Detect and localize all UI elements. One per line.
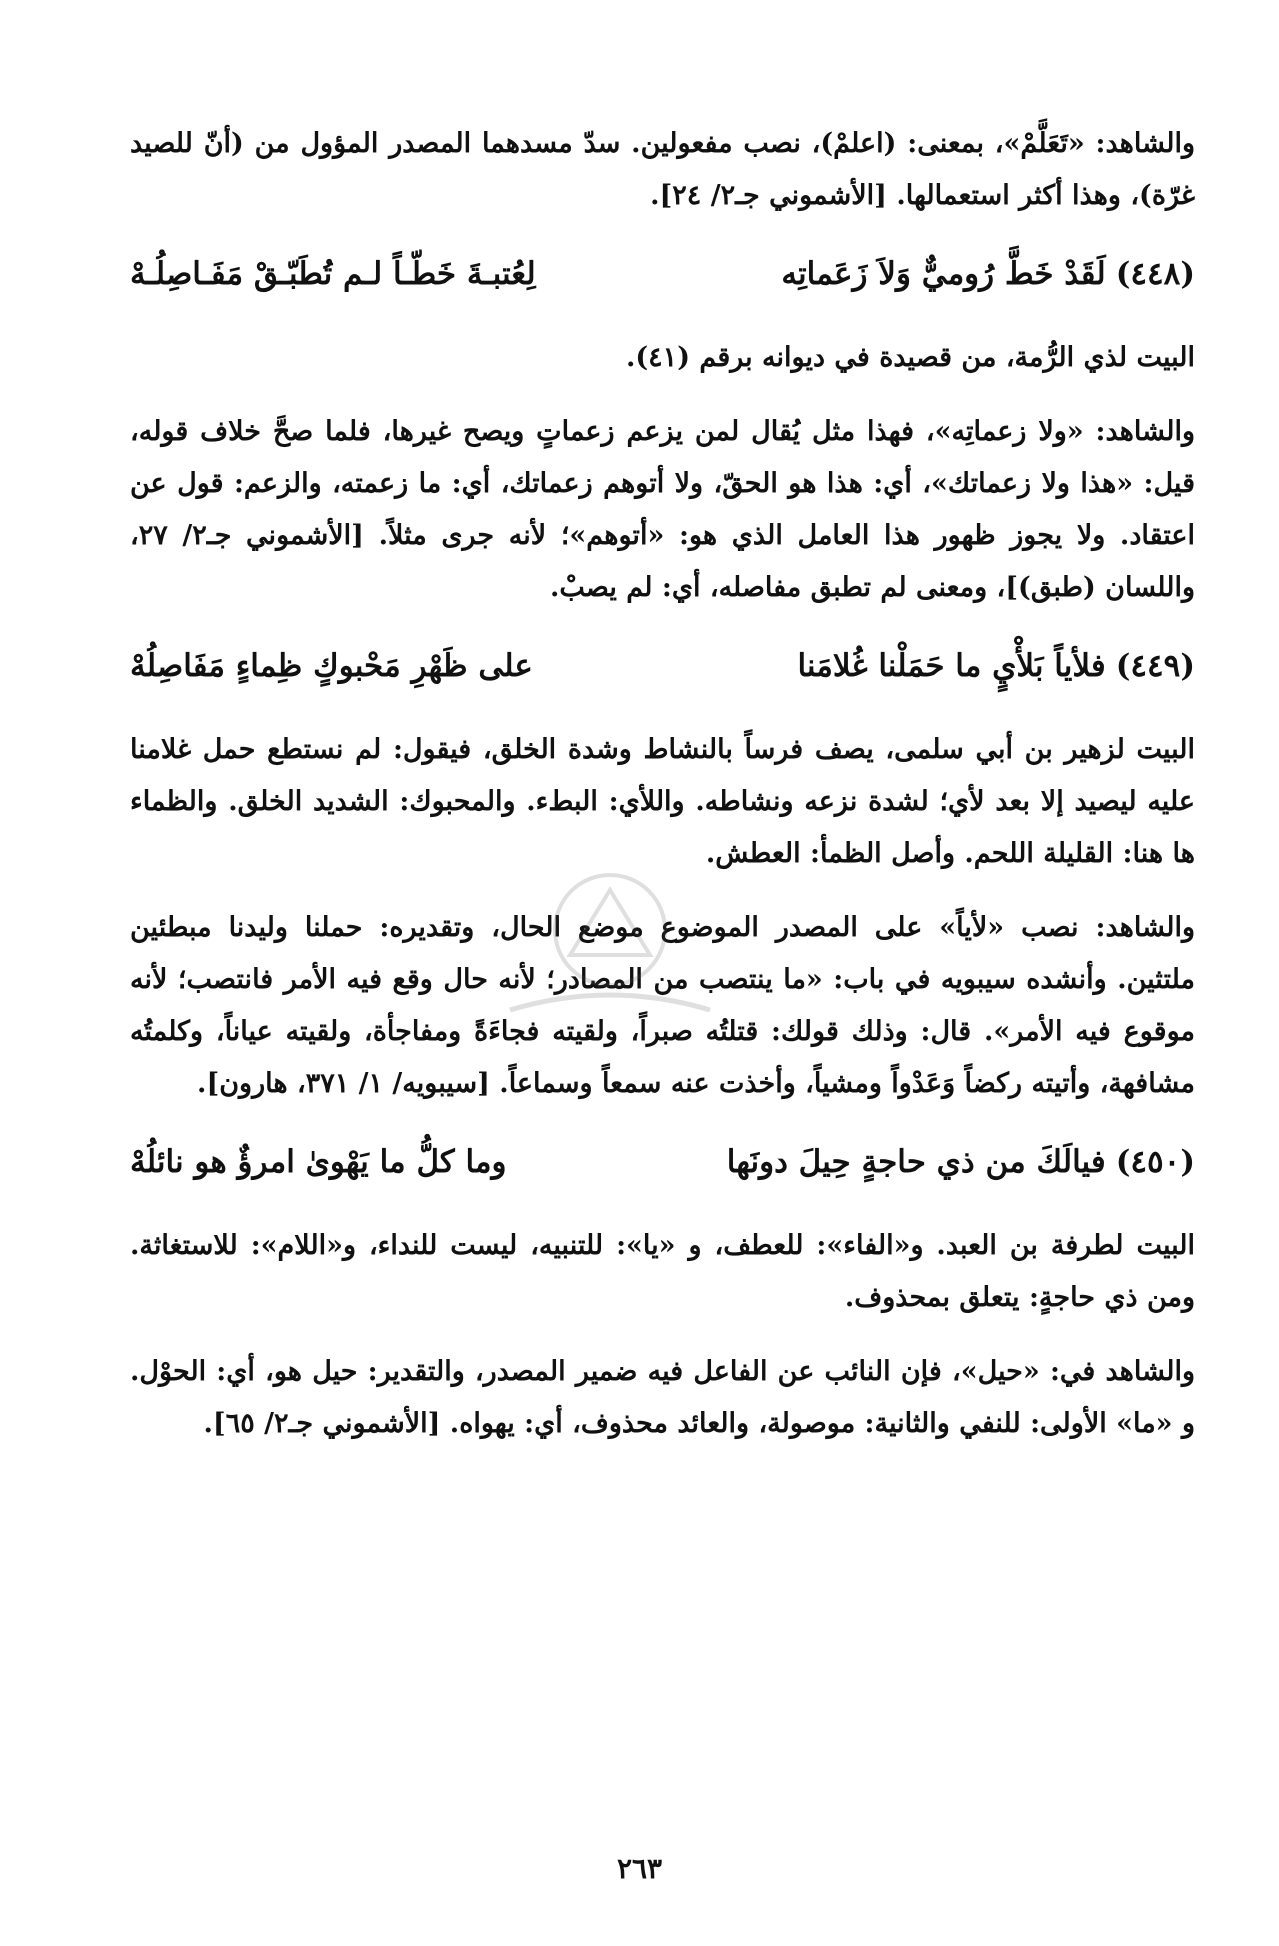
paragraph-attribution-450: البيت لطرفة بن العبد. و«الفاء»: للعطف، و «يا»: للتنبيه، ليست للنداء، و«اللام»: للاستغاثة. ومن ذي حاجةٍ: يتعلق بمحذوف. bbox=[130, 1230, 1195, 1313]
verse-second-hemistich: لِعُتبـةَ خَطّـاً لـم تُطَبّـقْ مَفَـاصِلُـهْ bbox=[129, 256, 536, 292]
paragraph-witness-1: والشاهد: «تَعَلَّمْ»، بمعنى: (اعلمْ)، نصب مفعولين. سدّ مسدهما المصدر المؤول من (أنّ للصيد غرّة)، وهذا أكثر استعمالها. [الأشموني جـ٢/ ٢٤]. bbox=[130, 128, 1195, 211]
paragraph-witness-448: والشاهد: «ولا زعماتِه»، فهذا مثل يُقال لمن يزعم زعماتٍ ويصح غيرها، فلما صحَّ خلاف قوله، قيل: «هذا ولا زعماتك»، أي: هذا هو الحقّ، ولا أتوهم زعماتك، أي: ما زعمته، والزعم: قول عن اعتقاد. ولا يجوز ظهور هذا العامل الذي هو: «أتوهم»؛ لأنه جرى مثلاً. [الأشموني جـ٢/ ٢٧، واللسان (طبق)]، ومعنى لم تطبق مفاصله، أي: لم يصبْ. bbox=[130, 416, 1195, 603]
verse-first-hemistich: فيالَكَ من ذي حاجةٍ حِيلَ دونَها bbox=[726, 1144, 1106, 1180]
verse-second-hemistich: على ظَهْرِ مَحْبوكٍ ظِماءٍ مَفَاصِلُهْ bbox=[130, 648, 533, 684]
verse-number: (٤٤٨) bbox=[1115, 256, 1195, 292]
verse-number: (٤٥٠) bbox=[1115, 1144, 1195, 1180]
page-number: ٢٦٣ bbox=[616, 1852, 663, 1885]
verse-second-hemistich: وما كلُّ ما يَهْوىٰ امرؤٌ هو نائلُهْ bbox=[130, 1144, 507, 1180]
verse-449 bbox=[130, 636, 1195, 696]
verse-first-hemistich: لَقَدْ خَطَّ رُوميٌّ وَلاَ زَعَماتِه bbox=[781, 256, 1106, 292]
paragraph-attribution-448: البيت لذي الرُّمة، من قصيدة في ديوانه برقم (٤١). bbox=[625, 342, 1195, 373]
paragraph-witness-449: والشاهد: نصب «لأياً» على المصدر الموضوع موضع الحال، وتقديره: حملنا وليدنا مبطئين ملتثين. وأنشده سيبويه في باب: «ما ينتصب من المصادر؛ لأنه حال وقع فيه الأمر فانتصب؛ لأنه موقوع فيه الأمر». قال: وذلك قولك: قتلتُه صبراً، ولقيته فجاءَةً ومفاجأة، ولقيته عياناً، وكلمتُه مشافهة، وأتيته ركضاً وَعَدْواً ومشياً، وأخذت عنه سمعاً وسماعاً. [سيبويه/ ١/ ٣٧١، هارون]. bbox=[130, 912, 1195, 1099]
paragraph-witness-450: والشاهد في: «حيل»، فإن النائب عن الفاعل فيه ضمير المصدر، والتقدير: حيل هو، أي: الحوْل. و «ما» الأولى: للنفي والثانية: موصولة، والعائد محذوف، أي: يهواه. [الأشموني جـ٢/ ٦٥]. bbox=[130, 1356, 1195, 1439]
library-seal-watermark bbox=[490, 860, 730, 1040]
page-body bbox=[130, 118, 1195, 1472]
verse-number: (٤٤٩) bbox=[1115, 648, 1195, 684]
verse-448 bbox=[130, 244, 1195, 304]
paragraph-attribution-449: البيت لزهير بن أبي سلمى، يصف فرساً بالنشاط وشدة الخلق، فيقول: لم نستطع حمل غلامنا عليه ليصيد إلا بعد لأي؛ لشدة نزعه ونشاطه. واللأي: البطء. والمحبوك: الشديد الخلق. والظماء ها هنا: القليلة اللحم. وأصل الظمأ: العطش. bbox=[130, 734, 1195, 869]
verse-450 bbox=[130, 1132, 1195, 1192]
verse-first-hemistich: فلأياً بَلأْيٍ ما حَمَلْنا غُلامَنا bbox=[797, 648, 1106, 684]
